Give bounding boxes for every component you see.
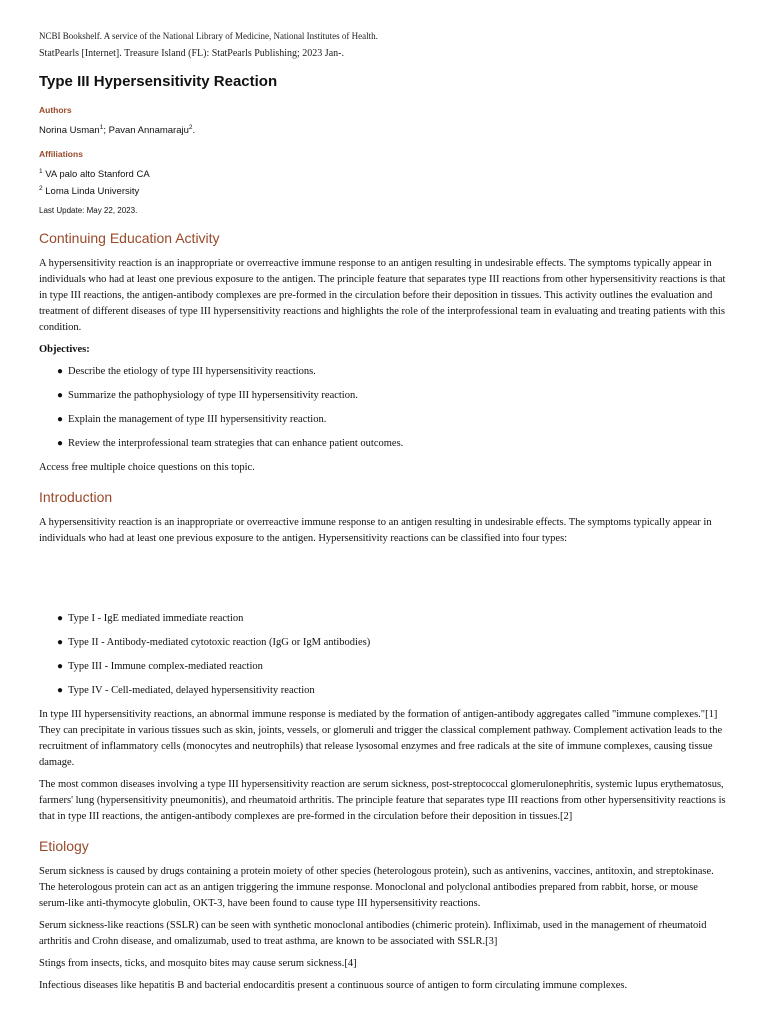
- list-item: [57, 388, 729, 404]
- list-item: [57, 659, 729, 675]
- section-heading-cea: Continuing Education Activity: [39, 230, 220, 246]
- objective-text: Describe the etiology of type III hypersensitivity reactions.: [68, 366, 316, 377]
- etiology-paragraph-3: Stings from insects, ticks, and mosquito bites may cause serum sickness.[4]: [39, 958, 357, 969]
- bookshelf-line: NCBI Bookshelf. A service of the National Library of Medicine, National Institutes of Health.: [39, 31, 378, 41]
- publication-line: StatPearls [Internet]. Treasure Island (FL): StatPearls Publishing; 2023 Jan-.: [39, 48, 344, 59]
- blank-spacer: [39, 553, 729, 611]
- bullet-icon: ●: [57, 414, 64, 425]
- list-item: [57, 635, 729, 651]
- etiology-paragraph-1: Serum sickness is caused by drugs containing a protein moiety of other species (heterologous protein), such as antivenins, vaccines, antitoxin, and streptokinase. The heterologous protein can act as an antigen triggering the immune response. Monoclonal and polyclonal antibodies prepared from rabbit, horse, or mouse serum-like anti-thymocyte globulin, OKT-3, have been found to cause type III hypersensitivity reactions.: [39, 866, 714, 909]
- cea-paragraph: A hypersensitivity reaction is an inappropriate or overreactive immune response to an antigen resulting in undesirable effects. The symptoms typically appear in individuals who had at least one previous exposure to the antigen. The principle feature that separates type III reactions from other hypersensitivity reactions is that in type III reactions, the antigen-antibody complexes are pre-formed in the circulation before their deposition in tissues. This activity outlines the evaluation and treatment of different diseases of type III hypersensitivity reactions and highlights the role of the interprofessional team in evaluating and treating patients with this condition.: [39, 258, 726, 333]
- affiliations-heading: Affiliations: [39, 149, 83, 159]
- authors-line: [39, 121, 729, 137]
- type-text: Type II - Antibody-mediated cytotoxic reaction (IgG or IgM antibodies): [68, 637, 371, 648]
- bullet-icon: ●: [57, 390, 64, 401]
- page-title: Type III Hypersensitivity Reaction: [39, 73, 278, 90]
- affiliation-text-1: VA palo alto Stanford CA: [45, 169, 150, 180]
- objectives-label: Objectives:: [39, 344, 90, 355]
- type-text: Type III - Immune complex-mediated reaction: [68, 661, 263, 672]
- objectives-list: [39, 364, 729, 452]
- bullet-icon: ●: [57, 613, 64, 624]
- affiliation-text-2: Loma Linda University: [45, 186, 140, 197]
- list-item: [57, 364, 729, 380]
- authors-heading: Authors: [39, 105, 72, 115]
- author-sup-1: 1: [99, 124, 104, 131]
- types-list: [39, 611, 729, 699]
- intro-paragraph-3: The most common diseases involving a type III hypersensitivity reaction are serum sickness, post-streptococcal glomerulonephritis, systemic lupus erythematosus, farmers' lung (hypersensitivity pneumonitis), and rheumatoid arthritis. The principle feature that separates type III reactions from other hypersensitivity reactions is that in type III reactions, the antigen-antibody complexes are pre-formed in the circulation before their deposition in tissues.[2]: [39, 779, 726, 822]
- objective-text: Explain the management of type III hypersensitivity reaction.: [68, 414, 327, 425]
- bullet-icon: ●: [57, 637, 64, 648]
- access-questions-link[interactable]: Access free multiple choice questions on this topic.: [39, 462, 255, 473]
- type-text: Type I - IgE mediated immediate reaction: [68, 613, 244, 624]
- affiliation-2: [39, 182, 729, 199]
- type-text: Type IV - Cell-mediated, delayed hypersensitivity reaction: [68, 685, 315, 696]
- list-item: [57, 611, 729, 627]
- author-sup-2: 2: [188, 124, 193, 131]
- affiliation-sup-2: 2: [39, 185, 43, 192]
- list-item: [57, 436, 729, 452]
- author-sep-1: ;: [103, 125, 109, 136]
- bullet-icon: ●: [57, 661, 64, 672]
- bullet-icon: ●: [57, 685, 64, 696]
- article-page: [39, 30, 729, 1000]
- list-item: [57, 683, 729, 699]
- objective-text: Review the interprofessional team strategies that can enhance patient outcomes.: [68, 438, 404, 449]
- affiliation-sup-1: 1: [39, 168, 43, 175]
- etiology-paragraph-4: Infectious diseases like hepatitis B and bacterial endocarditis present a continuous source of antigen to form circulating immune complexes.: [39, 980, 628, 991]
- affiliation-1: [39, 165, 729, 182]
- bullet-icon: ●: [57, 438, 64, 449]
- objective-text: Summarize the pathophysiology of type III hypersensitivity reaction.: [68, 390, 358, 401]
- intro-paragraph-1: A hypersensitivity reaction is an inappropriate or overreactive immune response to an antigen resulting in undesirable effects. The symptoms typically appear in individuals who had at least one previous exposure to the antigen. Hypersensitivity reactions can be classified into four types:: [39, 517, 712, 544]
- bullet-icon: ●: [57, 366, 64, 377]
- author-sep-2: .: [192, 125, 196, 136]
- list-item: [57, 412, 729, 428]
- section-heading-etiology: Etiology: [39, 838, 89, 854]
- affiliations-list: [39, 165, 729, 199]
- etiology-paragraph-2: Serum sickness-like reactions (SSLR) can be seen with synthetic monoclonal antibodies (chimeric protein). Infliximab, used in the management of rheumatoid arthritis and Crohn disease, and omalizumab, used to treat asthma, are known to be associated with SSLR.[3]: [39, 920, 707, 947]
- intro-paragraph-2: In type III hypersensitivity reactions, an abnormal immune response is mediated by the formation of antigen-antibody aggregates called "immune complexes."[1] They can precipitate in various tissues such as skin, joints, vessels, or glomeruli and trigger the classical complement pathway. Complement activation leads to the recruitment of inflammatory cells (monocytes and neutrophils) that release lysosomal enzymes and free radicals at the site of immune complexes, causing tissue damage.: [39, 709, 723, 768]
- author-link-2[interactable]: Pavan Annamaraju: [108, 125, 189, 136]
- last-update: Last Update: May 22, 2023.: [39, 206, 138, 215]
- section-heading-introduction: Introduction: [39, 489, 113, 505]
- author-link-1[interactable]: Norina Usman: [39, 125, 100, 136]
